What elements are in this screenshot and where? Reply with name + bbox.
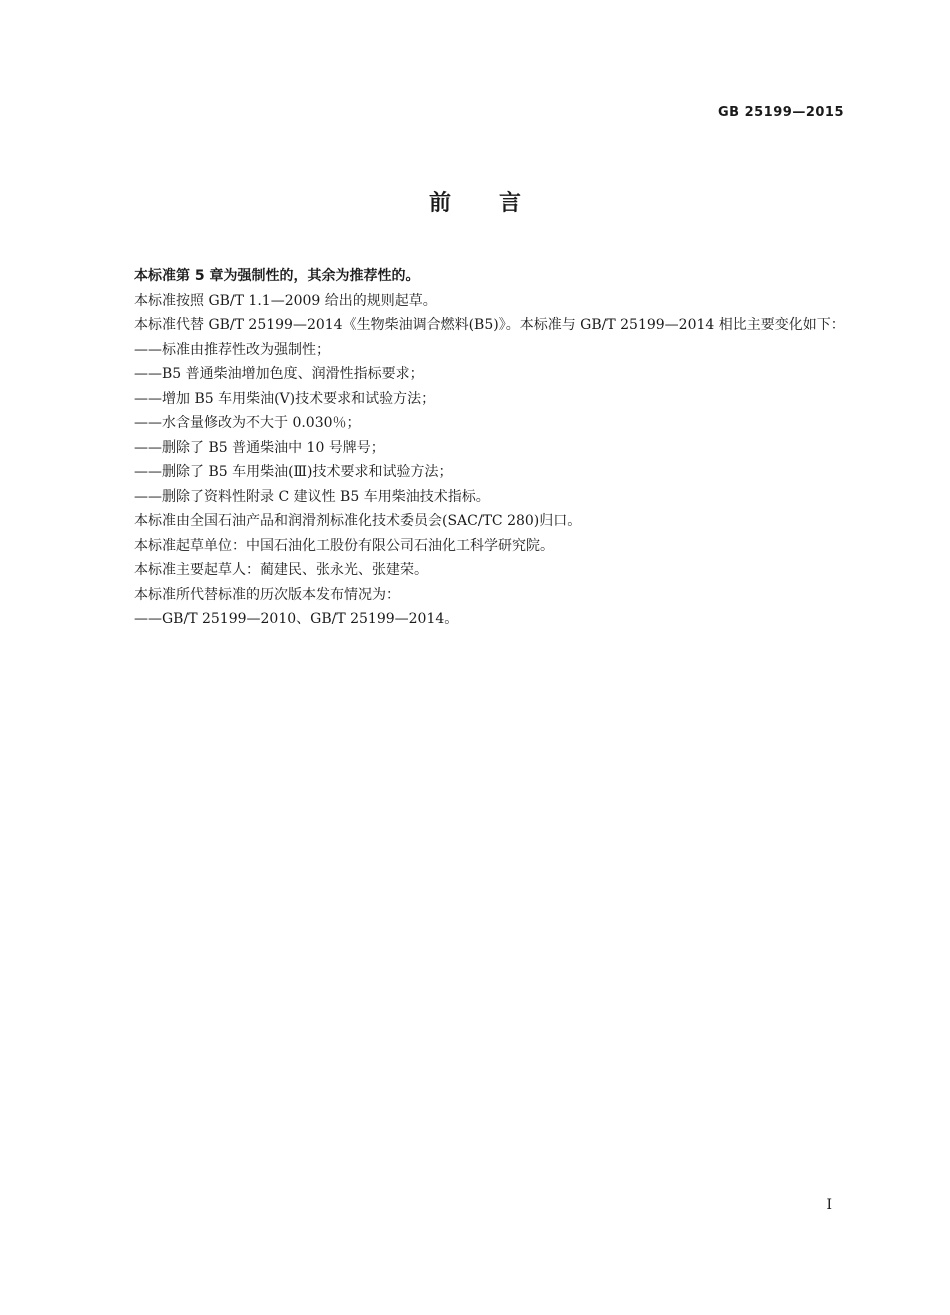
- drafting-rule-statement: 本标准按照 GB/T 1.1—2009 给出的规则起草。: [134, 292, 437, 309]
- page-title: 前言: [428, 191, 569, 216]
- changes-list: [97, 338, 847, 510]
- document-body: [97, 264, 847, 632]
- change-item: ——删除了资料性附录 C 建议性 B5 车用柴油技术指标。: [134, 488, 490, 505]
- change-item: ——标准由推荐性改为强制性；: [134, 341, 330, 358]
- drafters-statement: 本标准主要起草人：蔺建民、张永光、张建荣。: [134, 562, 428, 578]
- standard-code: GB 25199—2015: [717, 105, 844, 120]
- change-item: ——B5 普通柴油增加色度、润滑性指标要求；: [134, 366, 424, 382]
- history-intro: 本标准所代替标准的历次版本发布情况为：: [134, 586, 400, 603]
- change-item: ——删除了 B5 车用柴油(Ⅲ)技术要求和试验方法；: [134, 464, 453, 480]
- page-number: I: [826, 1197, 832, 1213]
- change-item: ——水含量修改为不大于 0.030％；: [134, 415, 361, 431]
- drafting-unit-statement: 本标准起草单位：中国石油化工股份有限公司石油化工科学研究院。: [134, 537, 554, 554]
- history-item: ——GB/T 25199—2010、GB/T 25199—2014。: [134, 611, 459, 627]
- history-list: [97, 607, 847, 632]
- mandatory-statement: 本标准第 5 章为强制性的，其余为推荐性的。: [134, 268, 420, 284]
- change-item: ——删除了 B5 普通柴油中 10 号牌号；: [134, 439, 385, 456]
- replacement-statement: 本标准代替 GB/T 25199—2014《生物柴油调合燃料(B5)》。本标准与 GB/T 25199—2014 相比主要变化如下：: [134, 317, 845, 333]
- change-item: ——增加 B5 车用柴油(Ⅴ)技术要求和试验方法；: [134, 390, 436, 407]
- committee-statement: 本标准由全国石油产品和润滑剂标准化技术委员会(SAC/TC 280)归口。: [134, 513, 582, 529]
